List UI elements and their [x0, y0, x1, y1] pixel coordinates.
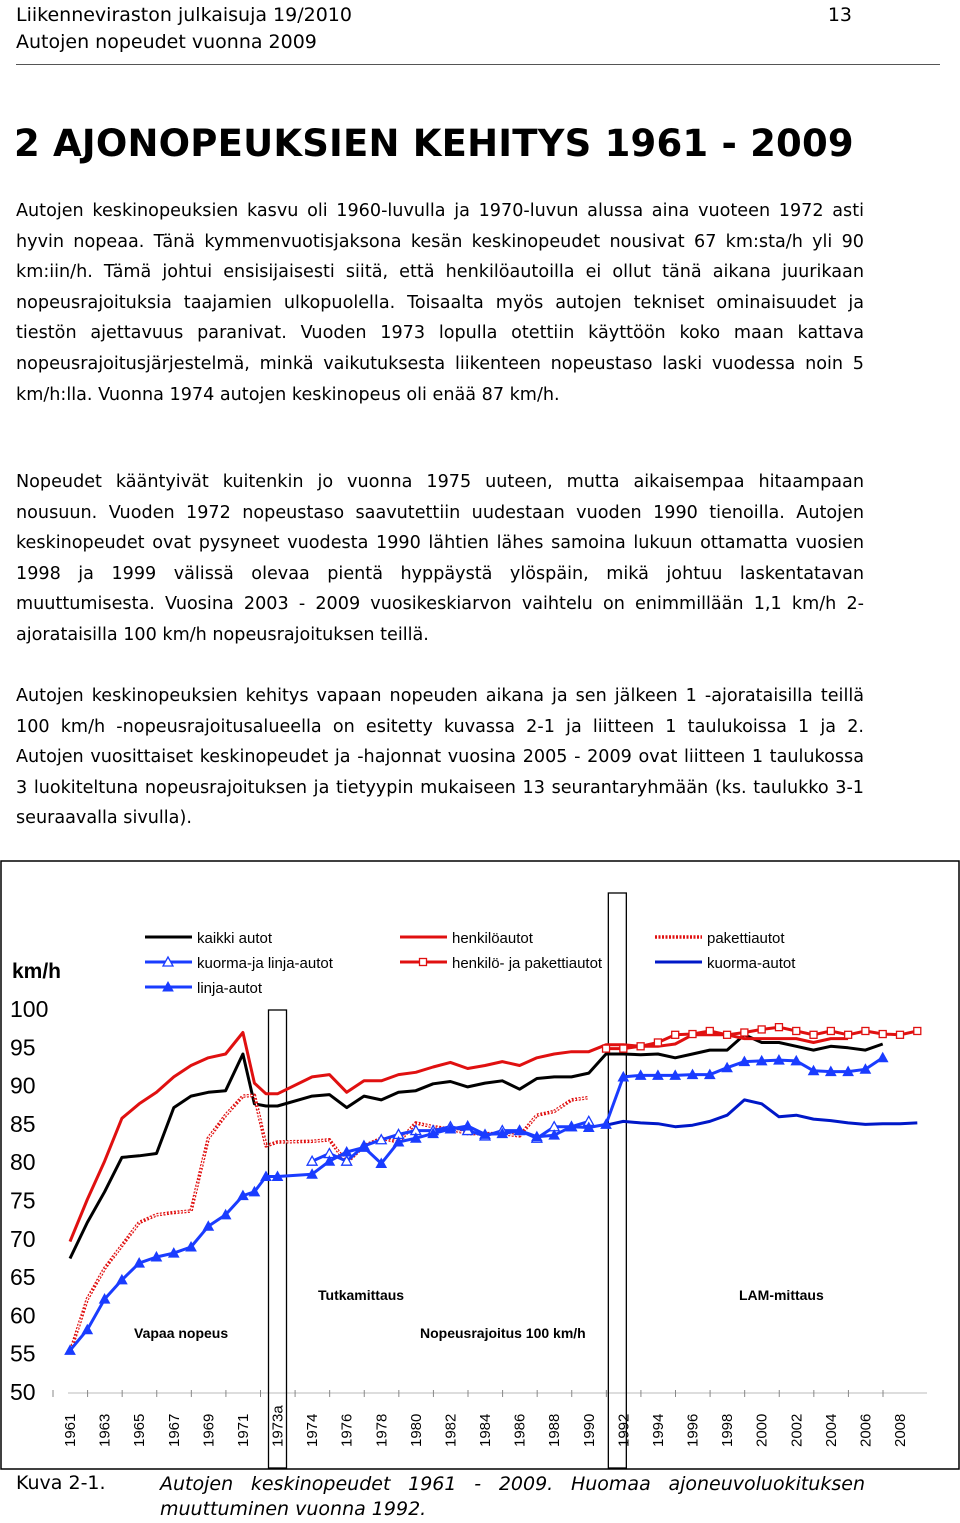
data-point — [620, 1045, 627, 1052]
y-tick-label: 90 — [10, 1072, 36, 1099]
paragraph-1: Autojen keskinopeuksien kasvu oli 1960-luvulla ja 1970-luvun alussa aina vuoteen 1972 asti hyvin nopeaa. Tänä kymmenvuotisjaksona kesän keskinopeudet nousivat 67 km:sta/h yli 90 km:iin/h. Tämä johtui ensisijaisesti siitä, että henkilöautoilla ei ollut tänä aikana juurikaan nopeusrajoituksia taajamien ulkopuolella. Toisaalta myös autojen tekniset ominaisuudet ja tiestön ajettavuus paranivat. Vuoden 1973 lopulla otettiin käyttöön koko maan kattava nopeusrajoitusjärjestelmä, minkä vaikutuksesta liikenteen nopeustaso laski vuodessa noin 5 km/h:lla. Vuonna 1974 autojen keskinopeus oli enää 87 km/h. — [16, 201, 864, 405]
y-tick-label: 100 — [10, 996, 49, 1022]
legend-label: kuorma-autot — [707, 955, 796, 972]
x-tick-label: 1986 — [511, 1413, 529, 1447]
data-point — [672, 1031, 679, 1038]
legend-item — [145, 930, 273, 947]
series-line — [70, 1095, 589, 1352]
legend-label: pakettiautot — [707, 930, 785, 947]
x-tick-label: 1978 — [373, 1413, 391, 1447]
series-2 — [70, 1095, 589, 1352]
data-point — [654, 1039, 661, 1046]
data-point — [637, 1043, 644, 1050]
legend-item — [400, 930, 534, 947]
x-tick-label: 2008 — [892, 1413, 909, 1447]
chart-annotation: Vapaa nopeus — [134, 1325, 229, 1341]
x-tick-label: 1984 — [477, 1413, 494, 1447]
series-1 — [70, 1033, 848, 1242]
x-tick-label: 1980 — [407, 1413, 425, 1447]
x-tick-label: 1974 — [304, 1413, 322, 1447]
y-tick-label: 85 — [10, 1110, 36, 1137]
chart-annotation: LAM-mittaus — [739, 1287, 824, 1303]
legend-label: kaikki autot — [197, 930, 273, 947]
x-tick-label: 1976 — [338, 1413, 356, 1447]
legend-item — [400, 955, 603, 972]
chapter-title: 2 AJONOPEUKSIEN KEHITYS 1961 - 2009 — [14, 122, 854, 165]
data-point — [878, 1053, 888, 1062]
y-tick-label: 60 — [10, 1302, 36, 1329]
x-tick-label: 1988 — [546, 1413, 564, 1447]
x-tick-label: 1973a — [269, 1405, 287, 1447]
legend-marker — [420, 959, 427, 966]
data-point — [706, 1027, 713, 1034]
x-tick-label: 1998 — [719, 1413, 737, 1447]
legend-label: henkilöautot — [452, 930, 533, 947]
change-box-1973 — [269, 1010, 287, 1468]
x-tick-label: 1996 — [684, 1413, 702, 1447]
series-line — [70, 1058, 883, 1351]
publication-series: Liikenneviraston julkaisuja 19/2010 — [16, 4, 352, 26]
page-number: 13 — [827, 4, 852, 26]
x-tick-label: 1965 — [131, 1413, 149, 1447]
x-tick-label: 1967 — [165, 1413, 183, 1447]
legend-label: henkilö- ja pakettiautot — [452, 955, 603, 972]
chart-ylabel: km/h — [12, 960, 62, 983]
series-line — [606, 1100, 917, 1127]
data-point — [845, 1031, 852, 1038]
series-5 — [606, 1100, 917, 1127]
x-tick-label: 1961 — [62, 1413, 79, 1447]
y-tick-label: 55 — [10, 1340, 36, 1367]
data-point — [914, 1027, 921, 1034]
data-point — [741, 1029, 748, 1036]
paragraph-3: Autojen keskinopeuksien kehitys vapaan nopeuden aikana ja sen jälkeen 1 -ajorataisilla teillä 100 km/h -nopeusrajoitusalueella on esitetty kuvassa 2-1 ja liitteen 1 taulukoissa 1 ja 2. Autojen vuosittaiset keskinopeudet ja -hajonnat vuosina 2005 - 2009 ovat liitteen 1 taulukossa 3 luokiteltuna nopeusrajoituksen ja tietyypin mukaiseen 13 seurantaryhmään (ks. taulukko 3-1 seuraavalla sivulla). — [16, 686, 864, 829]
data-point — [724, 1031, 731, 1038]
legend-item — [145, 955, 334, 972]
change-box-1992 — [608, 893, 626, 1468]
chart-annotation: Tutkamittaus — [318, 1287, 405, 1303]
x-tick-label: 2006 — [857, 1413, 875, 1447]
data-point — [603, 1045, 610, 1052]
y-tick-label: 50 — [10, 1379, 36, 1405]
legend-item — [655, 930, 785, 947]
series-line — [70, 1033, 848, 1242]
legend-item — [655, 955, 796, 972]
data-point — [793, 1027, 800, 1034]
figure-number: Kuva 2-1. — [16, 1472, 106, 1494]
legend-label: linja-autot — [197, 980, 263, 997]
x-tick-label: 1963 — [96, 1413, 114, 1447]
data-point — [897, 1031, 904, 1038]
x-tick-label: 1969 — [200, 1413, 218, 1447]
data-point — [827, 1027, 834, 1034]
data-point — [758, 1026, 765, 1033]
paragraph-2: Nopeudet kääntyivät kuitenkin jo vuonna 1975 uuteen, mutta aikaisempaa hitaampaan nousuun. Vuoden 1972 nopeustaso saavutettiin uudestaan vuoden 1990 tienoilla. Autojen keskinopeudet ovat pysyneet vuodesta 1990 lähtien lähes samoina lukuun ottamatta vuosien 1998 ja 1999 välissä olevaa pientä hyppäystä ylöspäin, mikä johtuu laskentatavan muuttumisesta. Vuosina 2003 - 2009 vuosikeskiarvon vaihtelu on enimmillään 1,1 km/h 2-ajorataisilla 100 km/h nopeusrajoituksen teillä. — [16, 472, 864, 645]
y-tick-label: 95 — [10, 1034, 36, 1061]
series-line-inner — [70, 1095, 589, 1352]
x-tick-label: 2000 — [753, 1413, 771, 1447]
y-tick-label: 70 — [10, 1225, 36, 1252]
x-tick-label: 2002 — [788, 1413, 806, 1447]
data-point — [689, 1031, 696, 1038]
data-point — [810, 1031, 817, 1038]
data-point — [862, 1027, 869, 1034]
legend-label: kuorma-ja linja-autot — [197, 955, 333, 972]
chart-frame — [1, 861, 959, 1469]
x-tick-label: 1982 — [442, 1413, 460, 1447]
y-tick-label: 65 — [10, 1264, 36, 1291]
figure-caption: Autojen keskinopeudet 1961 - 2009. Huomaa ajoneuvoluokituksen muuttuminen vuonna 1992. — [160, 1473, 865, 1520]
y-tick-label: 75 — [10, 1187, 36, 1214]
data-point — [879, 1031, 886, 1038]
chart-annotation: Nopeusrajoitus 100 km/h — [420, 1325, 586, 1341]
legend-item — [145, 980, 263, 997]
x-tick-label: 1994 — [649, 1413, 667, 1447]
y-tick-label: 80 — [10, 1149, 36, 1176]
x-tick-label: 1971 — [234, 1413, 252, 1447]
report-title: Autojen nopeudet vuonna 2009 — [16, 31, 317, 53]
x-tick-label: 2004 — [822, 1413, 840, 1447]
data-point — [775, 1024, 782, 1031]
x-tick-label: 1992 — [615, 1413, 633, 1447]
x-tick-label: 1990 — [580, 1413, 598, 1447]
